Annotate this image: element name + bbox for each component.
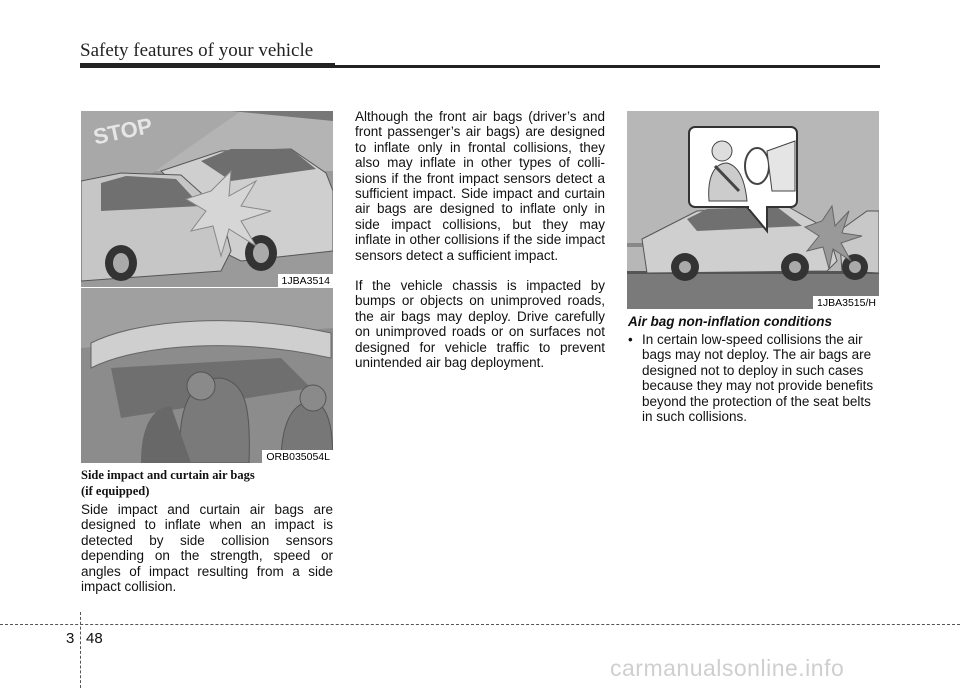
middle-paragraph-2: If the vehicle chassis is impacted by bumps or objects on unimproved roads, the air bags may deploy. Drive carefully on unimproved roads or on surfaces not designed for vehicle traffic to prevent unintended air bag deployment. [355,278,605,371]
figure-code: 1JBA3515/H [813,296,879,309]
figure-code: 1JBA3514 [278,274,333,287]
page-number: 48 [86,630,103,647]
curtain-airbag-illustration [81,288,333,463]
section-caption-line1: Side impact and curtain air bags [81,468,255,482]
curtain-airbag-figure [81,288,333,463]
low-speed-collision-figure [627,111,879,309]
side-impact-illustration [81,111,333,287]
figure-code: ORB035054L [262,450,333,463]
low-speed-collision-illustration [627,111,879,309]
page-header-title: Safety features of your vehicle [80,40,314,61]
section-caption-line2: (if equipped) [81,484,150,498]
middle-paragraph-1: Although the front air bags (driver’s and front passenger’s air bags) are designed to inflate only in frontal collisions, they also may inflate in other types of colli-sions if the front impact sensors detect a sufficient impact. Side impact and curtain air bags are designed to inflate only in side impact collisions, but they may inflate in other collisions if the side impact sensors detect a sufficient impact. [355,109,605,263]
watermark: carmanualsonline.info [610,655,845,681]
bullet-symbol: • [628,332,633,347]
side-section-body: Side impact and curtain air bags are designed to inflate when an impact is detected by side collision sensors depending on the strength, speed or angles of impact resulting from a side impact collision. [81,502,333,595]
non-inflation-heading: Air bag non-inflation conditions [628,314,832,329]
bullet-text: In certain low-speed collisions the air bags may not deploy. The air bags are designed not to deploy in such cases because they may not provide benefits beyond the protection of the seat belts in such collisions. [642,332,874,425]
header-rule [80,65,880,68]
footer-rule [0,624,960,625]
road-stop-marking: STOP [91,112,155,150]
side-impact-figure [81,111,333,287]
chapter-number: 3 [66,630,75,647]
non-inflation-bullet [628,332,880,424]
footer-divider [80,612,81,688]
